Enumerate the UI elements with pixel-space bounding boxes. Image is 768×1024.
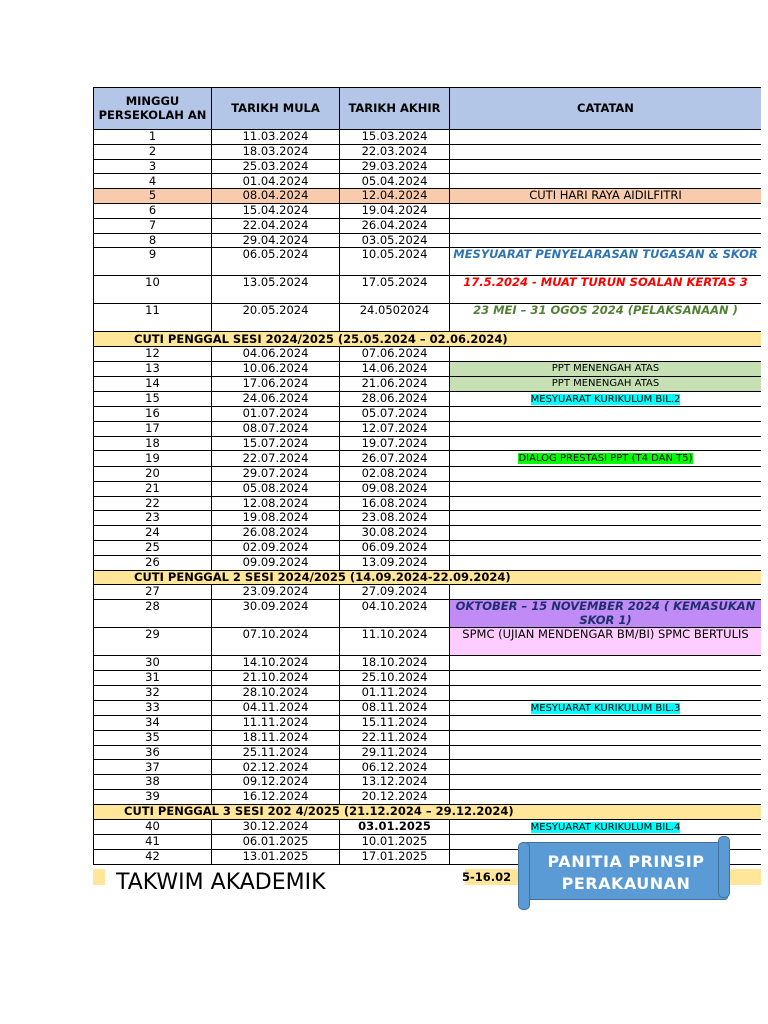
end-cell: 14.06.2024 [340,361,450,376]
start-cell: 11.03.2024 [212,130,340,145]
note-cell [450,203,762,218]
end-cell: 02.08.2024 [340,466,450,481]
note-cell [450,174,762,189]
end-cell: 19.04.2024 [340,203,450,218]
start-cell: 05.08.2024 [212,481,340,496]
header-tarikh-mula: TARIKH MULA [212,88,340,130]
start-cell: 18.03.2024 [212,144,340,159]
table-row [94,391,762,407]
panel-line-1: PANITIA PRINSIP [547,852,705,871]
start-cell: 30.12.2024 [212,819,340,835]
end-cell: 22.03.2024 [340,144,450,159]
end-cell: 25.10.2024 [340,670,450,685]
note-cell: SPMC (UJIAN MENDENGAR BM/BI) SPMC BERTULIS [450,628,762,656]
end-cell: 12.04.2024 [340,189,450,204]
end-cell: 26.07.2024 [340,451,450,467]
table-row [94,233,762,248]
week-cell: 25 [94,540,212,555]
note-cell [450,511,762,526]
start-cell: 15.04.2024 [212,203,340,218]
start-cell: 21.10.2024 [212,670,340,685]
start-cell: 01.04.2024 [212,174,340,189]
week-cell: 33 [94,700,212,716]
end-cell: 17.01.2025 [340,849,450,864]
table-row [94,685,762,700]
start-cell: 02.12.2024 [212,760,340,775]
note-highlight: MESYUARAT KURIKULUM BIL.2 [530,393,681,405]
table-row [94,585,762,600]
end-cell: 29.03.2024 [340,159,450,174]
week-cell: 18 [94,436,212,451]
table-row [94,248,762,276]
scroll-body [524,842,728,900]
note-cell: 23 MEI – 31 OGOS 2024 (PELAKSANAAN ) [450,304,762,332]
start-cell: 09.12.2024 [212,775,340,790]
table-row [94,376,762,391]
start-cell: 08.04.2024 [212,189,340,204]
term-break-label: CUTI PENGGAL SESI 2024/2025 (25.05.2024 – 02.06.2024) [94,332,762,347]
week-cell: 42 [94,849,212,864]
week-cell: 6 [94,203,212,218]
start-cell: 04.11.2024 [212,700,340,716]
end-cell: 30.08.2024 [340,526,450,541]
end-cell: 15.11.2024 [340,716,450,731]
week-cell: 22 [94,496,212,511]
table-row [94,361,762,376]
week-cell: 24 [94,526,212,541]
note-cell: 17.5.2024 - MUAT TURUN SOALAN KERTAS 3 [450,276,762,304]
week-cell: 14 [94,376,212,391]
end-cell: 03.05.2024 [340,233,450,248]
week-cell: 10 [94,276,212,304]
end-cell: 19.07.2024 [340,436,450,451]
end-cell: 07.06.2024 [340,347,450,362]
table-row [94,481,762,496]
table-row [94,347,762,362]
week-cell: 4 [94,174,212,189]
start-cell: 01.07.2024 [212,407,340,422]
note-cell [450,716,762,731]
table-row [94,745,762,760]
table-row [94,511,762,526]
week-cell: 34 [94,716,212,731]
table-row [94,555,762,570]
note-cell [450,159,762,174]
table-row [94,466,762,481]
note-cell [450,700,762,716]
week-cell: 29 [94,628,212,656]
takwim-table [93,87,761,865]
table-row [94,276,762,304]
table-row [94,730,762,745]
start-cell: 23.09.2024 [212,585,340,600]
end-cell: 28.06.2024 [340,391,450,407]
note-cell [450,347,762,362]
end-cell: 06.09.2024 [340,540,450,555]
note-cell [450,233,762,248]
week-cell: 13 [94,361,212,376]
start-cell: 13.05.2024 [212,276,340,304]
end-cell: 05.07.2024 [340,407,450,422]
start-cell: 16.12.2024 [212,790,340,805]
week-cell: 1 [94,130,212,145]
note-cell [450,481,762,496]
week-cell: 21 [94,481,212,496]
term-break-row [94,332,762,347]
end-cell: 09.08.2024 [340,481,450,496]
start-cell: 10.06.2024 [212,361,340,376]
note-cell [450,436,762,451]
footer-break-text: 5-16.02 [462,870,512,884]
week-cell: 7 [94,218,212,233]
end-cell: 21.06.2024 [340,376,450,391]
end-cell: 27.09.2024 [340,585,450,600]
start-cell: 17.06.2024 [212,376,340,391]
week-cell: 8 [94,233,212,248]
start-cell: 06.01.2025 [212,835,340,850]
start-cell: 20.05.2024 [212,304,340,332]
scroll-roll-left [518,842,530,910]
start-cell: 18.11.2024 [212,730,340,745]
start-cell: 15.07.2024 [212,436,340,451]
note-cell: MESYUARAT PENYELARASAN TUGASAN & SKOR [450,248,762,276]
week-cell: 37 [94,760,212,775]
table-row [94,628,762,656]
note-highlight: DIALOG PRESTASI PPT (T4 DAN T5) [518,453,693,465]
end-cell: 18.10.2024 [340,656,450,671]
header-catatan: CATATAN [450,88,762,130]
note-cell: CUTI HARI RAYA AIDILFITRI [450,189,762,204]
scroll-text [525,851,727,895]
note-cell [450,144,762,159]
start-cell: 25.03.2024 [212,159,340,174]
table-row [94,174,762,189]
table-row [94,656,762,671]
note-cell [450,218,762,233]
week-cell: 36 [94,745,212,760]
table-row [94,421,762,436]
term-break-label: CUTI PENGGAL 3 SESI 202 4/2025 (21.12.2024 – 29.12.2024) [94,804,762,819]
week-cell: 31 [94,670,212,685]
start-cell: 07.10.2024 [212,628,340,656]
end-cell: 17.05.2024 [340,276,450,304]
table-row [94,526,762,541]
start-cell: 22.07.2024 [212,451,340,467]
table-row [94,716,762,731]
table-row [94,304,762,332]
week-cell: 19 [94,451,212,467]
end-cell: 13.12.2024 [340,775,450,790]
table-row-holiday [94,189,762,204]
table-row [94,760,762,775]
start-cell: 24.06.2024 [212,391,340,407]
note-highlight: MESYUARAT KURIKULUM BIL.4 [530,821,681,833]
week-cell: 5 [94,189,212,204]
end-cell: 04.10.2024 [340,600,450,628]
panel-line-2: PERAKAUNAN [561,874,691,893]
table-row [94,451,762,467]
note-cell [450,656,762,671]
week-cell: 20 [94,466,212,481]
end-cell: 10.01.2025 [340,835,450,850]
note-cell [450,790,762,805]
start-cell: 28.10.2024 [212,685,340,700]
week-cell: 3 [94,159,212,174]
term-break-row [94,570,762,585]
header-row [94,88,762,130]
week-cell: 39 [94,790,212,805]
note-cell [450,421,762,436]
start-cell: 06.05.2024 [212,248,340,276]
start-cell: 14.10.2024 [212,656,340,671]
start-cell: 13.01.2025 [212,849,340,864]
week-cell: 30 [94,656,212,671]
note-cell [450,555,762,570]
table-row [94,407,762,422]
end-cell: 23.08.2024 [340,511,450,526]
table-row [94,496,762,511]
note-cell [450,585,762,600]
table-row [94,436,762,451]
end-cell: 12.07.2024 [340,421,450,436]
note-cell [450,391,762,407]
term-break-label: CUTI PENGGAL 2 SESI 2024/2025 (14.09.2024-22.09.2024) [94,570,762,585]
week-cell: 11 [94,304,212,332]
table-row [94,819,762,835]
note-cell: PPT MENENGAH ATAS [450,376,762,391]
note-cell: OKTOBER – 15 NOVEMBER 2024 ( KEMASUKAN SKOR 1) [450,600,762,628]
week-cell: 2 [94,144,212,159]
note-cell [450,466,762,481]
table-row [94,144,762,159]
end-cell: 15.03.2024 [340,130,450,145]
table-row [94,218,762,233]
table-row [94,540,762,555]
note-cell: PPT MENENGAH ATAS [450,361,762,376]
week-cell: 15 [94,391,212,407]
start-cell: 04.06.2024 [212,347,340,362]
week-cell: 41 [94,835,212,850]
end-cell: 10.05.2024 [340,248,450,276]
note-cell [450,745,762,760]
start-cell: 29.07.2024 [212,466,340,481]
end-cell: 03.01.2025 [340,819,450,835]
note-cell [450,730,762,745]
page-title: TAKWIM AKADEMIK [116,870,326,895]
start-cell: 29.04.2024 [212,233,340,248]
start-cell: 19.08.2024 [212,511,340,526]
start-cell: 22.04.2024 [212,218,340,233]
note-cell [450,526,762,541]
week-cell: 9 [94,248,212,276]
week-cell: 35 [94,730,212,745]
end-cell: 29.11.2024 [340,745,450,760]
end-cell: 01.11.2024 [340,685,450,700]
week-cell: 32 [94,685,212,700]
takwim-table-wrap [93,87,761,867]
start-cell: 08.07.2024 [212,421,340,436]
week-cell: 38 [94,775,212,790]
week-cell: 23 [94,511,212,526]
end-cell: 20.12.2024 [340,790,450,805]
start-cell: 11.11.2024 [212,716,340,731]
note-cell [450,685,762,700]
end-cell: 06.12.2024 [340,760,450,775]
note-cell [450,540,762,555]
note-cell [450,496,762,511]
note-highlight: MESYUARAT KURIKULUM BIL.3 [530,702,681,714]
note-cell [450,760,762,775]
note-cell [450,130,762,145]
week-cell: 26 [94,555,212,570]
table-row [94,130,762,145]
end-cell: 22.11.2024 [340,730,450,745]
header-minggu: MINGGU PERSEKOLAH AN [94,88,212,130]
start-cell: 25.11.2024 [212,745,340,760]
start-cell: 09.09.2024 [212,555,340,570]
note-cell [450,451,762,467]
end-cell: 24.0502024 [340,304,450,332]
note-cell [450,775,762,790]
end-cell: 05.04.2024 [340,174,450,189]
table-row [94,775,762,790]
table-row [94,600,762,628]
table-row [94,790,762,805]
term-break-row [94,804,762,819]
start-cell: 02.09.2024 [212,540,340,555]
week-cell: 40 [94,819,212,835]
header-tarikh-akhir: TARIKH AKHIR [340,88,450,130]
note-cell [450,670,762,685]
note-cell [450,819,762,835]
table-row [94,159,762,174]
week-cell: 12 [94,347,212,362]
week-cell: 16 [94,407,212,422]
start-cell: 12.08.2024 [212,496,340,511]
end-cell: 16.08.2024 [340,496,450,511]
end-cell: 11.10.2024 [340,628,450,656]
start-cell: 26.08.2024 [212,526,340,541]
end-cell: 08.11.2024 [340,700,450,716]
table-row [94,203,762,218]
end-cell: 26.04.2024 [340,218,450,233]
end-cell: 13.09.2024 [340,555,450,570]
week-cell: 17 [94,421,212,436]
table-row [94,670,762,685]
scroll-roll-right [718,836,730,898]
start-cell: 30.09.2024 [212,600,340,628]
week-cell: 28 [94,600,212,628]
panitia-scroll-banner [518,836,730,906]
table-row [94,700,762,716]
note-cell [450,407,762,422]
week-cell: 27 [94,585,212,600]
